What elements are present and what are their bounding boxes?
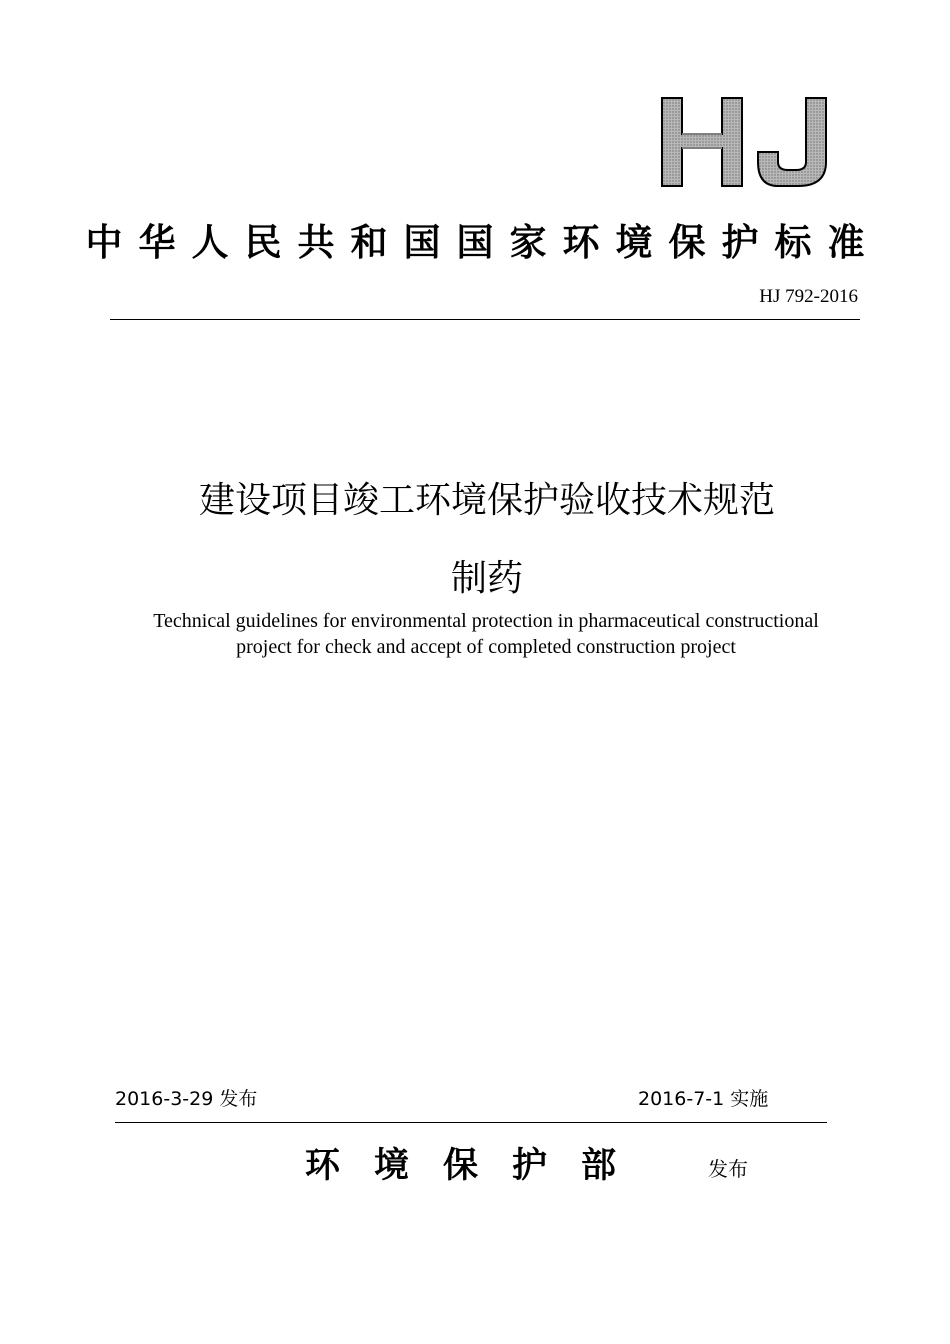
- issuing-authority: 环境保护部: [305, 1146, 651, 1186]
- footer-divider: [115, 1122, 827, 1123]
- implementation-date: 2016-7-1 实施: [638, 1088, 769, 1110]
- document-title-en: [100, 608, 872, 660]
- issue-date: 2016-3-29 发布: [115, 1088, 258, 1110]
- standard-code: HJ 792-2016: [759, 286, 858, 307]
- hj-logo-graphic: [660, 96, 830, 188]
- issuer-action: 发布: [708, 1157, 748, 1181]
- title-en-line-2: project for check and accept of completed construction project: [236, 636, 736, 658]
- standard-type-title: 中华人民共和国国家环境保护标准: [85, 221, 881, 264]
- document-subtitle-zh: 制药: [450, 558, 523, 599]
- hj-logo: [660, 96, 830, 188]
- header-divider: [110, 319, 860, 320]
- document-title-zh: 建设项目竣工环境保护验收技术规范: [198, 480, 775, 521]
- title-en-line-1: Technical guidelines for environmental protection in pharmaceutical constructional: [153, 610, 819, 632]
